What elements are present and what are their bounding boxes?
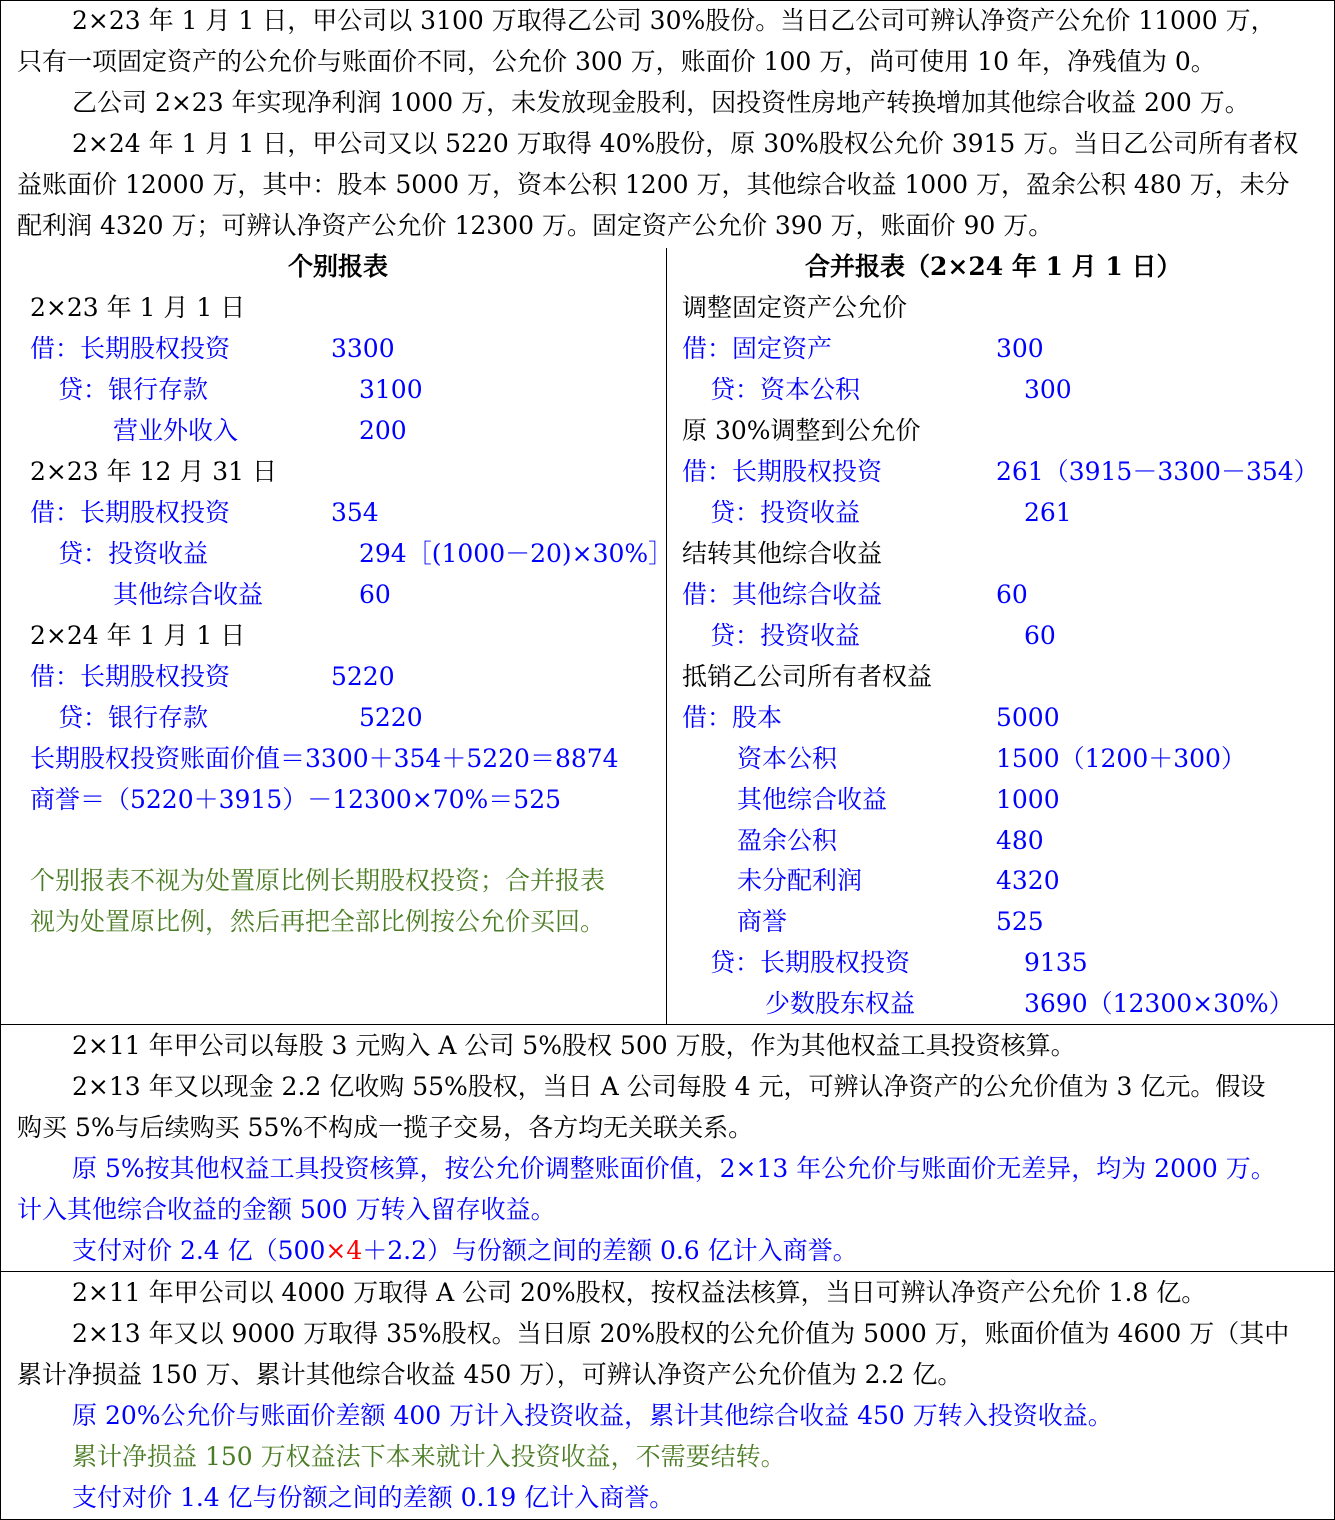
- elim-debit-5: 未分配利润: [737, 866, 863, 895]
- column-divider: [666, 248, 667, 1024]
- entry1-credit-2: 营业外收入: [113, 416, 239, 445]
- s2-paragraph-2-line-2: 购买 5%与后续购买 55%不构成一揽子交易，各方均无关联关系。: [17, 1113, 754, 1142]
- elim-debit-3: 其他综合收益: [737, 785, 888, 814]
- intro-line-3: 乙公司 2×23 年实现净利润 1000 万，未发放现金股利，因投资性房地产转换增加其他综合收益 200 万。: [72, 88, 1250, 117]
- left-date-3: 2×24 年 1 月 1 日: [30, 621, 246, 650]
- adj1-debit: 借：固定资产: [682, 334, 833, 363]
- elim-debit-2-amount: 1500（1200＋300）: [996, 744, 1246, 773]
- intro-line-4: 2×24 年 1 月 1 日，甲公司又以 5220 万取得 40%股份，原 30%股权公允价 3915 万。当日乙公司所有者权: [72, 129, 1299, 158]
- entry3-debit-amount: 5220: [331, 662, 395, 691]
- right-title-1: 调整固定资产公允价: [682, 293, 908, 322]
- entry3-credit-1: 贷：银行存款: [58, 703, 209, 732]
- entry1-debit-amount: 3300: [331, 334, 395, 363]
- left-date-2: 2×23 年 12 月 31 日: [30, 457, 278, 486]
- entry2-credit-1: 贷：投资收益: [58, 539, 209, 568]
- adj1-credit-amount: 300: [1024, 375, 1072, 404]
- s3-paragraph-2-line-1: 2×13 年又以 9000 万取得 35%股权。当日原 20%股权的公允价值为 5000 万，账面价值为 4600 万（其中: [72, 1319, 1290, 1348]
- elim-debit-6-amount: 525: [996, 907, 1044, 936]
- intro-line-2: 只有一项固定资产的公允价与账面价不同，公允价 300 万，账面价 100 万，尚可使用 10 年，净残值为 0。: [17, 47, 1216, 76]
- s3-paragraph-4: 累计净损益 150 万权益法下本来就计入投资收益，不需要结转。: [72, 1442, 786, 1471]
- elim-debit-4: 盈余公积: [737, 826, 838, 855]
- entry2-debit-amount: 354: [331, 498, 379, 527]
- elim-debit-5-amount: 4320: [996, 866, 1060, 895]
- intro-line-1: 2×23 年 1 月 1 日，甲公司以 3100 万取得乙公司 30%股份。当日乙公司可辨认净资产公允价 11000 万，: [72, 6, 1276, 35]
- s2-paragraph-3-line-2: 计入其他综合收益的金额 500 万转入留存收益。: [17, 1195, 556, 1224]
- section-divider-1: [0, 1024, 1335, 1025]
- entry2-credit-2-amount: 60: [359, 580, 391, 609]
- adj3-debit: 借：其他综合收益: [682, 580, 883, 609]
- left-note-line-2: 视为处置原比例，然后再把全部比例按公允价买回。: [30, 907, 606, 936]
- s2-paragraph-1: 2×11 年甲公司以每股 3 元购入 A 公司 5%股权 500 万股，作为其他权益工具投资核算。: [72, 1031, 1076, 1060]
- left-column-header: 个别报表: [288, 252, 389, 281]
- elim-debit-1: 借：股本: [682, 703, 783, 732]
- elim-credit-1: 贷：长期股权投资: [710, 948, 911, 977]
- adj3-debit-amount: 60: [996, 580, 1028, 609]
- s2-paragraph-4: [72, 1236, 858, 1266]
- book-value-formula: 长期股权投资账面价值＝3300＋354＋5220＝8874: [30, 744, 619, 773]
- entry2-debit: 借：长期股权投资: [30, 498, 231, 527]
- elim-debit-3-amount: 1000: [996, 785, 1060, 814]
- right-title-2: 原 30%调整到公允价: [682, 416, 921, 445]
- intro-line-5: 益账面价 12000 万，其中：股本 5000 万，资本公积 1200 万，其他综合收益 1000 万，盈余公积 480 万，未分: [17, 170, 1290, 199]
- s3-paragraph-2-line-2: 累计净损益 150 万、累计其他综合收益 450 万），可辨认净资产公允价值为 2.2 亿。: [17, 1360, 963, 1389]
- elim-debit-6: 商誉: [737, 907, 788, 936]
- adj3-credit: 贷：投资收益: [710, 621, 861, 650]
- adj3-credit-amount: 60: [1024, 621, 1056, 650]
- s3-paragraph-3: 原 20%公允价与账面价差额 400 万计入投资收益，累计其他综合收益 450 万转入投资收益。: [72, 1401, 1113, 1430]
- adj2-debit-amount: 261（3915－3300－354）: [996, 457, 1319, 486]
- goodwill-formula: 商誉＝（5220＋3915）－12300×70%＝525: [30, 785, 562, 814]
- entry2-credit-1-amount: 294［(1000－20)×30%］: [359, 539, 674, 568]
- s2-p4-pre: 支付对价 2.4 亿（500: [72, 1236, 326, 1265]
- entry1-credit-1: 贷：银行存款: [58, 375, 209, 404]
- adj1-credit: 贷：资本公积: [710, 375, 861, 404]
- entry3-debit: 借：长期股权投资: [30, 662, 231, 691]
- s2-paragraph-2-line-1: 2×13 年又以现金 2.2 亿收购 55%股权，当日 A 公司每股 4 元，可辨认净资产的公允价值为 3 亿元。假设: [72, 1072, 1266, 1101]
- section-divider-2: [0, 1271, 1335, 1272]
- entry1-debit: 借：长期股权投资: [30, 334, 231, 363]
- s3-paragraph-5: 支付对价 1.4 亿与份额之间的差额 0.19 亿计入商誉。: [72, 1483, 675, 1512]
- elim-credit-2-amount: 3690（12300×30%）: [1024, 989, 1294, 1018]
- s2-p4-highlight: ×4: [325, 1236, 363, 1265]
- adj2-debit: 借：长期股权投资: [682, 457, 883, 486]
- elim-credit-2: 少数股东权益: [765, 989, 916, 1018]
- adj1-debit-amount: 300: [996, 334, 1044, 363]
- s3-paragraph-1: 2×11 年甲公司以 4000 万取得 A 公司 20%股权，按权益法核算，当日可辨认净资产公允价 1.8 亿。: [72, 1278, 1207, 1307]
- right-title-3: 结转其他综合收益: [682, 539, 883, 568]
- entry1-credit-1-amount: 3100: [359, 375, 423, 404]
- elim-debit-4-amount: 480: [996, 826, 1044, 855]
- entry1-credit-2-amount: 200: [359, 416, 407, 445]
- entry2-credit-2: 其他综合收益: [113, 580, 264, 609]
- s2-p4-post: ＋2.2）与份额之间的差额 0.6 亿计入商誉。: [362, 1236, 858, 1265]
- intro-line-6: 配利润 4320 万；可辨认净资产公允价 12300 万。固定资产公允价 390 万，账面价 90 万。: [17, 211, 1054, 240]
- entry3-credit-1-amount: 5220: [359, 703, 423, 732]
- right-column-header: 合并报表（2×24 年 1 月 1 日）: [805, 252, 1182, 281]
- adj2-credit: 贷：投资收益: [710, 498, 861, 527]
- left-date-1: 2×23 年 1 月 1 日: [30, 293, 246, 322]
- right-title-4: 抵销乙公司所有者权益: [682, 662, 933, 691]
- adj2-credit-amount: 261: [1024, 498, 1072, 527]
- left-note-line-1: 个别报表不视为处置原比例长期股权投资；合并报表: [30, 866, 606, 895]
- s2-paragraph-3-line-1: 原 5%按其他权益工具投资核算，按公允价调整账面价值，2×13 年公允价与账面价无差异，均为 2000 万。: [72, 1154, 1276, 1183]
- elim-debit-2: 资本公积: [737, 744, 838, 773]
- elim-debit-1-amount: 5000: [996, 703, 1060, 732]
- elim-credit-1-amount: 9135: [1024, 948, 1088, 977]
